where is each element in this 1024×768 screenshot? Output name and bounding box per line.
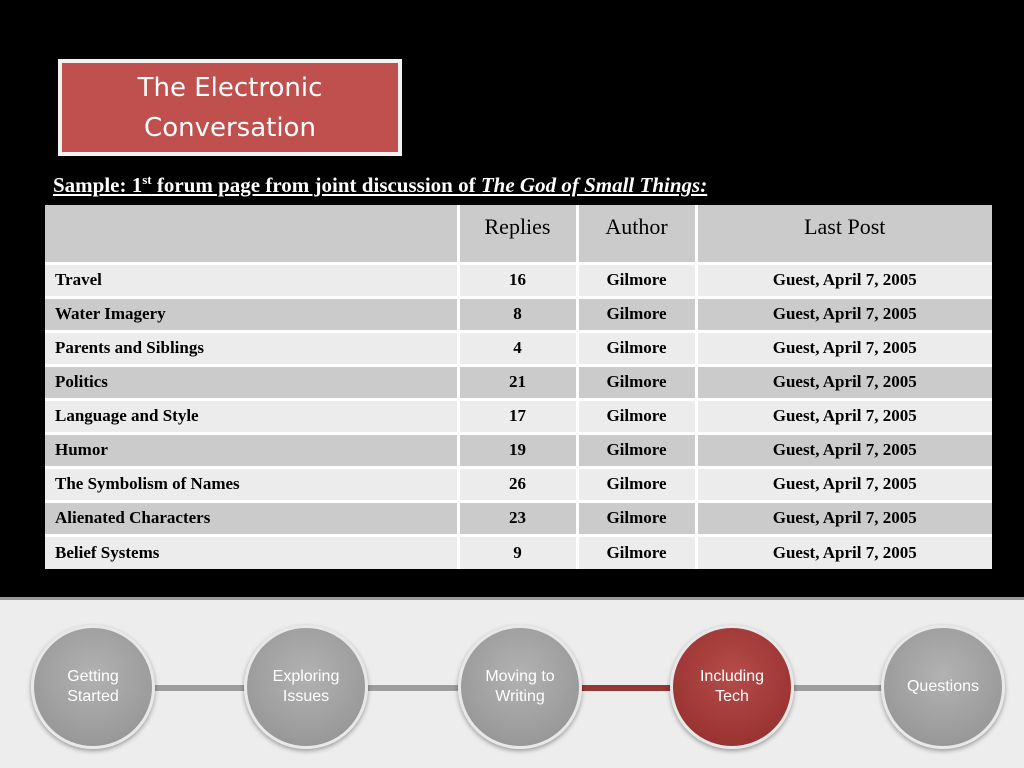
caption-prefix: Sample: 1 — [53, 173, 143, 197]
header-topic — [45, 205, 458, 263]
nav-exploring-issues[interactable] — [244, 625, 368, 749]
caption-book-title: The God of Small Things: — [480, 173, 708, 197]
nav-getting-started[interactable] — [31, 625, 155, 749]
header-replies: Replies — [458, 205, 577, 263]
nav-questions[interactable] — [881, 625, 1005, 749]
last-post-cell: Guest, April 7, 2005 — [696, 365, 992, 399]
topic-cell[interactable]: Travel — [45, 263, 458, 297]
table-row[interactable] — [45, 263, 992, 297]
author-cell: Gilmore — [577, 535, 696, 569]
last-post-cell: Guest, April 7, 2005 — [696, 501, 992, 535]
replies-cell: 26 — [458, 467, 577, 501]
nav-label: Questions — [906, 678, 980, 695]
table-row[interactable] — [45, 433, 992, 467]
table-row[interactable] — [45, 365, 992, 399]
author-cell: Gilmore — [577, 501, 696, 535]
nav-connector — [368, 685, 458, 691]
topic-cell[interactable]: Humor — [45, 433, 458, 467]
replies-cell: 17 — [458, 399, 577, 433]
replies-cell: 16 — [458, 263, 577, 297]
table-row[interactable] — [45, 501, 992, 535]
nav-label: Including Tech — [699, 668, 765, 705]
caption-middle: forum page from joint discussion of — [151, 173, 481, 197]
slide-title — [58, 59, 402, 156]
nav-label: Moving to Writing — [485, 668, 555, 705]
nav-connector — [155, 685, 245, 691]
last-post-cell: Guest, April 7, 2005 — [696, 399, 992, 433]
nav-including-tech[interactable] — [670, 625, 794, 749]
table-row[interactable] — [45, 467, 992, 501]
author-cell: Gilmore — [577, 331, 696, 365]
header-last-post: Last Post — [696, 205, 992, 263]
last-post-cell: Guest, April 7, 2005 — [696, 297, 992, 331]
topic-cell[interactable]: Politics — [45, 365, 458, 399]
nav-moving-to-writing[interactable] — [458, 625, 582, 749]
topic-cell[interactable]: Alienated Characters — [45, 501, 458, 535]
table-row[interactable] — [45, 535, 992, 569]
last-post-cell: Guest, April 7, 2005 — [696, 331, 992, 365]
nav-connector — [794, 685, 884, 691]
author-cell: Gilmore — [577, 399, 696, 433]
topic-cell[interactable]: The Symbolism of Names — [45, 467, 458, 501]
last-post-cell: Guest, April 7, 2005 — [696, 433, 992, 467]
last-post-cell: Guest, April 7, 2005 — [696, 535, 992, 569]
table-row[interactable] — [45, 297, 992, 331]
topic-cell[interactable]: Water Imagery — [45, 297, 458, 331]
table-row[interactable] — [45, 399, 992, 433]
slide-title-text: The Electronic Conversation — [137, 72, 323, 143]
replies-cell: 8 — [458, 297, 577, 331]
author-cell: Gilmore — [577, 263, 696, 297]
table-row[interactable] — [45, 331, 992, 365]
nav-label: Getting Started — [67, 668, 119, 705]
topic-cell[interactable]: Belief Systems — [45, 535, 458, 569]
replies-cell: 23 — [458, 501, 577, 535]
author-cell: Gilmore — [577, 365, 696, 399]
last-post-cell: Guest, April 7, 2005 — [696, 467, 992, 501]
nav-connector-active — [580, 685, 672, 691]
replies-cell: 4 — [458, 331, 577, 365]
table-header-row — [45, 205, 992, 263]
author-cell: Gilmore — [577, 297, 696, 331]
topic-cell[interactable]: Language and Style — [45, 399, 458, 433]
author-cell: Gilmore — [577, 433, 696, 467]
topic-cell[interactable]: Parents and Siblings — [45, 331, 458, 365]
last-post-cell: Guest, April 7, 2005 — [696, 263, 992, 297]
replies-cell: 9 — [458, 535, 577, 569]
author-cell: Gilmore — [577, 467, 696, 501]
nav-label: Exploring Issues — [272, 668, 340, 705]
replies-cell: 21 — [458, 365, 577, 399]
replies-cell: 19 — [458, 433, 577, 467]
table-caption — [53, 172, 953, 198]
forum-table — [45, 205, 992, 569]
caption-superscript: st — [142, 172, 152, 187]
header-author: Author — [577, 205, 696, 263]
